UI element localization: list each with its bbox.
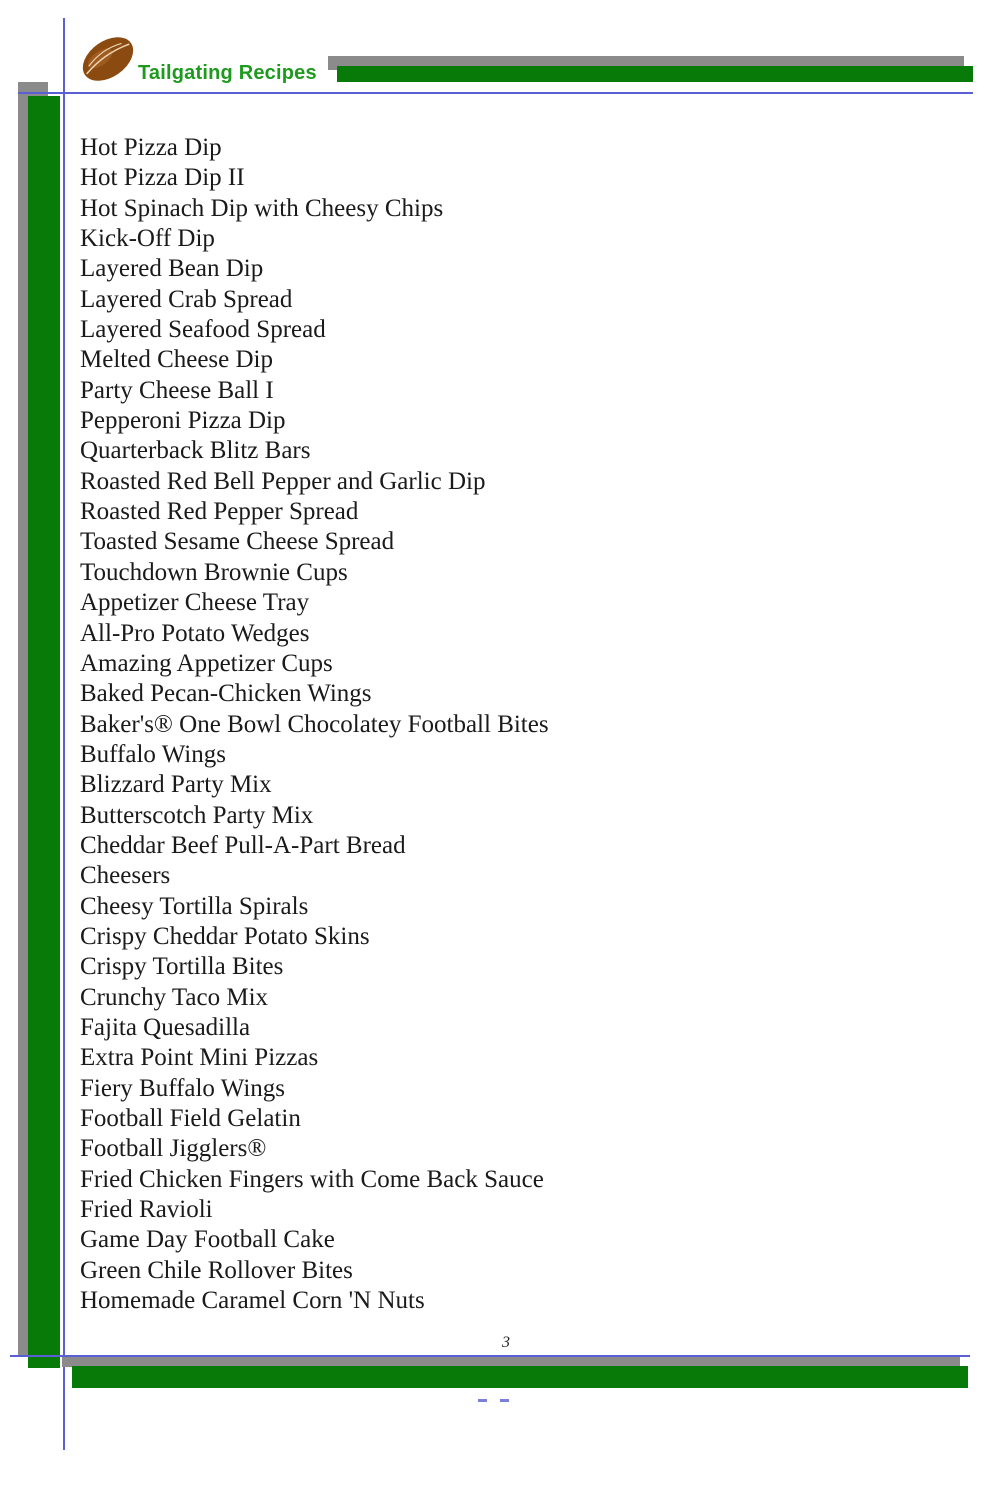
footer-dash xyxy=(500,1399,509,1402)
list-item: Homemade Caramel Corn 'N Nuts xyxy=(80,1287,425,1315)
list-item: Buffalo Wings xyxy=(80,740,226,768)
list-item: Cheddar Beef Pull-A-Part Bread xyxy=(80,831,406,859)
list-item: Blizzard Party Mix xyxy=(80,771,272,799)
brand-title: Tailgating Recipes xyxy=(138,62,317,84)
list-item: Extra Point Mini Pizzas xyxy=(80,1044,319,1072)
list-item: Touchdown Brownie Cups xyxy=(80,558,348,586)
footer-green-bar xyxy=(72,1366,968,1388)
margin-rule xyxy=(63,18,65,1450)
list-item: Baked Pecan-Chicken Wings xyxy=(80,680,372,708)
list-item: Baker's® One Bowl Chocolatey Football Bites xyxy=(80,710,549,738)
list-item: Green Chile Rollover Bites xyxy=(80,1256,353,1284)
list-item: Hot Spinach Dip with Cheesy Chips xyxy=(80,194,444,222)
list-item: Pepperoni Pizza Dip xyxy=(80,407,286,435)
list-item: Hot Pizza Dip xyxy=(80,134,222,161)
list-item: Toasted Sesame Cheese Spread xyxy=(80,528,395,556)
list-item: Roasted Red Pepper Spread xyxy=(80,498,359,526)
left-green-bar xyxy=(28,96,60,1368)
football-icon xyxy=(78,30,138,88)
list-item: Layered Seafood Spread xyxy=(80,316,326,344)
list-item: Layered Bean Dip xyxy=(80,255,264,283)
list-item: All-Pro Potato Wedges xyxy=(80,619,310,647)
list-item: Layered Crab Spread xyxy=(80,285,293,313)
list-item: Cheesy Tortilla Spirals xyxy=(80,892,309,920)
list-item: Amazing Appetizer Cups xyxy=(80,649,333,677)
list-item: Football Jigglers® xyxy=(80,1135,267,1163)
header-green-bar xyxy=(337,66,973,82)
header-rule xyxy=(18,92,973,94)
list-item: Appetizer Cheese Tray xyxy=(80,589,310,617)
list-item: Kick-Off Dip xyxy=(80,225,215,253)
recipe-list xyxy=(80,133,549,1316)
list-item: Melted Cheese Dip xyxy=(80,346,274,374)
list-item: Crispy Tortilla Bites xyxy=(80,953,284,981)
list-item: Fried Chicken Fingers with Come Back Sauce xyxy=(80,1165,544,1193)
list-item: Quarterback Blitz Bars xyxy=(80,437,311,465)
list-item: Fried Ravioli xyxy=(80,1196,213,1224)
list-item: Crunchy Taco Mix xyxy=(80,983,269,1011)
page-number: 3 xyxy=(502,1334,510,1351)
list-item: Crispy Cheddar Potato Skins xyxy=(80,922,370,950)
list-item: Cheesers xyxy=(80,862,171,890)
list-item: Game Day Football Cake xyxy=(80,1226,335,1254)
list-item: Hot Pizza Dip II xyxy=(80,164,245,192)
footer-dash xyxy=(478,1399,487,1402)
list-item: Roasted Red Bell Pepper and Garlic Dip xyxy=(80,467,486,495)
list-item: Fajita Quesadilla xyxy=(80,1013,251,1041)
list-item: Party Cheese Ball I xyxy=(80,376,274,404)
list-item: Fiery Buffalo Wings xyxy=(80,1074,286,1102)
list-item: Butterscotch Party Mix xyxy=(80,801,314,829)
list-item: Football Field Gelatin xyxy=(80,1105,301,1132)
